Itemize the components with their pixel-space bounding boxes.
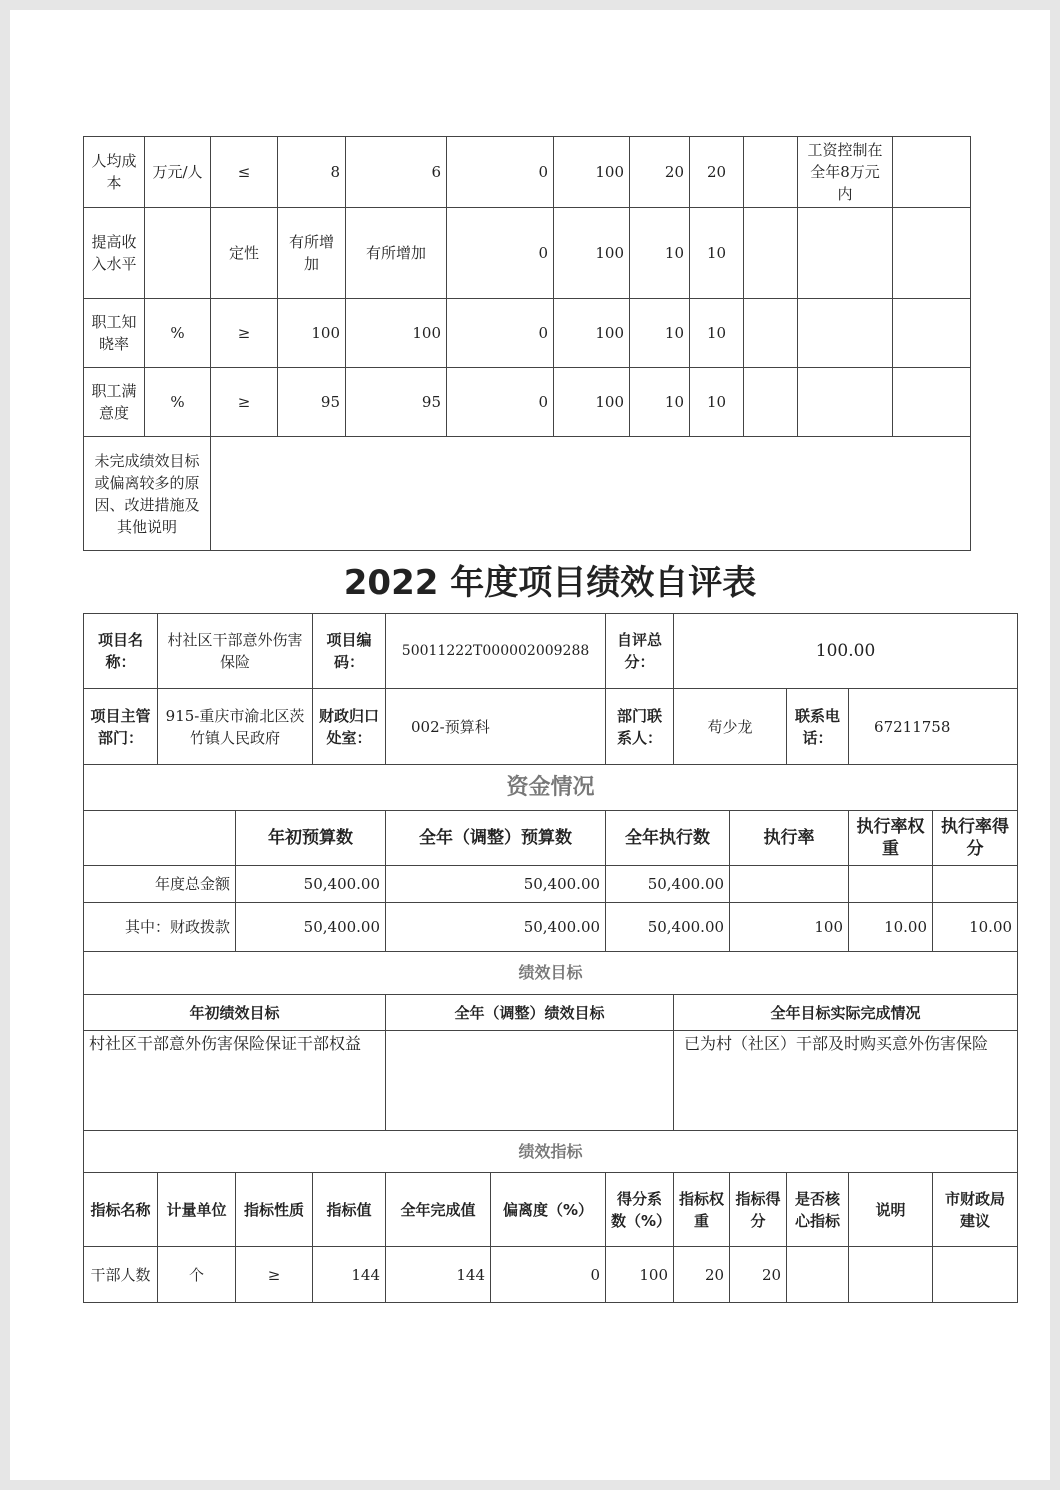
indicator-actual: 100 xyxy=(346,299,447,368)
self-evaluation-table xyxy=(83,613,1018,1303)
indicator-advice xyxy=(933,1247,1018,1303)
funds-value: 10.00 xyxy=(849,903,933,952)
indicator-advice xyxy=(893,299,971,368)
indicator-note xyxy=(849,1247,933,1303)
indicator-weight: 10 xyxy=(630,208,690,299)
table-row xyxy=(84,1247,1018,1303)
indicator-nature: 定性 xyxy=(211,208,278,299)
indicator-note xyxy=(798,299,893,368)
indicator-header: 得分系数（%） xyxy=(606,1173,674,1247)
project-code-label: 项目编码： xyxy=(313,614,386,689)
indicator-header: 指标性质 xyxy=(236,1173,313,1247)
indicators-section-title: 绩效指标 xyxy=(84,1131,1018,1173)
indicator-name: 干部人数 xyxy=(84,1247,158,1303)
funds-header-blank xyxy=(84,811,236,866)
self-score: 100.00 xyxy=(674,614,1018,689)
table-row xyxy=(84,368,971,437)
indicator-note xyxy=(798,208,893,299)
indicator-actual: 95 xyxy=(346,368,447,437)
info-row-project xyxy=(84,614,1018,689)
page-title: 2022 年度项目绩效自评表 xyxy=(343,563,757,603)
indicator-target: 95 xyxy=(278,368,346,437)
indicator-core xyxy=(744,137,798,208)
goals-content-row xyxy=(84,1031,1018,1131)
funds-header: 执行率得分 xyxy=(933,811,1018,866)
funds-total-row xyxy=(84,866,1018,903)
funds-value: 50,400.00 xyxy=(236,903,386,952)
indicator-score: 10 xyxy=(690,299,744,368)
funds-total-label: 年度总金额 xyxy=(84,866,236,903)
indicator-unit xyxy=(145,208,211,299)
indicator-weight: 20 xyxy=(674,1247,730,1303)
indicator-target: 144 xyxy=(313,1247,386,1303)
indicators-section-row xyxy=(84,1131,1018,1173)
indicator-name: 职工知晓率 xyxy=(84,299,145,368)
indicator-header: 指标得分 xyxy=(730,1173,787,1247)
funds-value xyxy=(730,866,849,903)
indicator-unit: 个 xyxy=(158,1247,236,1303)
funds-header-row xyxy=(84,811,1018,866)
indicator-coefficient: 100 xyxy=(554,299,630,368)
indicator-target: 有所增加 xyxy=(278,208,346,299)
indicator-unit: % xyxy=(145,368,211,437)
project-code: 50011222T000002009288 xyxy=(386,614,606,689)
project-name: 村社区干部意外伤害保险 xyxy=(158,614,313,689)
indicator-header: 全年完成值 xyxy=(386,1173,491,1247)
department: 915-重庆市渝北区茨竹镇人民政府 xyxy=(158,689,313,765)
info-row-department xyxy=(84,689,1018,765)
funds-header: 全年（调整）预算数 xyxy=(386,811,606,866)
goals-header: 年初绩效目标 xyxy=(84,995,386,1031)
indicator-deviation: 0 xyxy=(447,299,554,368)
indicator-target: 8 xyxy=(278,137,346,208)
funds-header: 执行率权重 xyxy=(849,811,933,866)
indicator-target: 100 xyxy=(278,299,346,368)
project-name-label: 项目名称： xyxy=(84,614,158,689)
indicator-score: 20 xyxy=(690,137,744,208)
finance-office-label: 财政归口处室： xyxy=(313,689,386,765)
indicator-unit: 万元/人 xyxy=(145,137,211,208)
performance-indicator-table-continued xyxy=(83,136,971,551)
indicator-deviation: 0 xyxy=(447,368,554,437)
funds-value xyxy=(849,866,933,903)
indicator-score: 10 xyxy=(690,208,744,299)
funds-value: 50,400.00 xyxy=(236,866,386,903)
funds-header: 执行率 xyxy=(730,811,849,866)
finance-office: 002-预算科 xyxy=(386,689,606,765)
indicator-coefficient: 100 xyxy=(554,368,630,437)
indicator-header: 指标权重 xyxy=(674,1173,730,1247)
indicator-weight: 10 xyxy=(630,368,690,437)
indicator-core xyxy=(787,1247,849,1303)
goals-section-title: 绩效目标 xyxy=(84,952,1018,995)
indicators-header-row xyxy=(84,1173,1018,1247)
department-label: 项目主管部门： xyxy=(84,689,158,765)
indicator-header: 指标值 xyxy=(313,1173,386,1247)
remark-value xyxy=(211,437,971,551)
funds-value: 50,400.00 xyxy=(386,866,606,903)
indicator-deviation: 0 xyxy=(447,208,554,299)
indicator-advice xyxy=(893,137,971,208)
contact: 苟少龙 xyxy=(674,689,787,765)
goals-header: 全年（调整）绩效目标 xyxy=(386,995,674,1031)
indicator-header: 计量单位 xyxy=(158,1173,236,1247)
indicator-deviation: 0 xyxy=(491,1247,606,1303)
indicator-coefficient: 100 xyxy=(554,137,630,208)
indicator-score: 10 xyxy=(690,368,744,437)
goals-section-row xyxy=(84,952,1018,995)
funds-section-row xyxy=(84,765,1018,811)
goal-adjusted xyxy=(386,1031,674,1131)
indicator-coefficient: 100 xyxy=(554,208,630,299)
table-row xyxy=(84,208,971,299)
funds-value: 50,400.00 xyxy=(606,866,730,903)
funds-header: 全年执行数 xyxy=(606,811,730,866)
indicator-name: 职工满意度 xyxy=(84,368,145,437)
funds-value xyxy=(933,866,1018,903)
indicator-nature: ≤ xyxy=(211,137,278,208)
remark-row xyxy=(84,437,971,551)
indicator-actual: 有所增加 xyxy=(346,208,447,299)
indicator-advice xyxy=(893,368,971,437)
indicator-note xyxy=(798,368,893,437)
self-score-label: 自评总分： xyxy=(606,614,674,689)
funds-value: 100 xyxy=(730,903,849,952)
indicator-nature: ≥ xyxy=(211,368,278,437)
goal-actual: 已为村（社区）干部及时购买意外伤害保险 xyxy=(674,1031,1018,1131)
indicator-nature: ≥ xyxy=(211,299,278,368)
funds-value: 50,400.00 xyxy=(386,903,606,952)
indicator-header: 是否核心指标 xyxy=(787,1173,849,1247)
remark-label: 未完成绩效目标或偏离较多的原因、改进措施及其他说明 xyxy=(84,437,211,551)
indicator-core xyxy=(744,299,798,368)
funds-value: 10.00 xyxy=(933,903,1018,952)
indicator-advice xyxy=(893,208,971,299)
goals-header-row xyxy=(84,995,1018,1031)
indicator-weight: 10 xyxy=(630,299,690,368)
indicator-deviation: 0 xyxy=(447,137,554,208)
indicator-header: 偏离度（%） xyxy=(491,1173,606,1247)
contact-label: 部门联系人： xyxy=(606,689,674,765)
indicator-header: 说明 xyxy=(849,1173,933,1247)
indicator-weight: 20 xyxy=(630,137,690,208)
goals-header: 全年目标实际完成情况 xyxy=(674,995,1018,1031)
goal-initial: 村社区干部意外伤害保险保证干部权益 xyxy=(84,1031,386,1131)
indicator-name: 人均成本 xyxy=(84,137,145,208)
indicator-header: 市财政局建议 xyxy=(933,1173,1018,1247)
indicator-header: 指标名称 xyxy=(84,1173,158,1247)
funds-fiscal-label: 其中：财政拨款 xyxy=(84,903,236,952)
indicator-nature: ≥ xyxy=(236,1247,313,1303)
phone: 67211758 xyxy=(849,689,1018,765)
table-row xyxy=(84,137,971,208)
indicator-core xyxy=(744,208,798,299)
funds-header: 年初预算数 xyxy=(236,811,386,866)
indicator-core xyxy=(744,368,798,437)
indicator-name: 提高收入水平 xyxy=(84,208,145,299)
indicator-actual: 6 xyxy=(346,137,447,208)
indicator-coefficient: 100 xyxy=(606,1247,674,1303)
indicator-actual: 144 xyxy=(386,1247,491,1303)
table-row xyxy=(84,299,971,368)
indicator-unit: % xyxy=(145,299,211,368)
indicator-note: 工资控制在全年8万元内 xyxy=(798,137,893,208)
funds-section-title: 资金情况 xyxy=(84,765,1018,811)
phone-label: 联系电话： xyxy=(787,689,849,765)
funds-value: 50,400.00 xyxy=(606,903,730,952)
indicator-score: 20 xyxy=(730,1247,787,1303)
funds-fiscal-row xyxy=(84,903,1018,952)
